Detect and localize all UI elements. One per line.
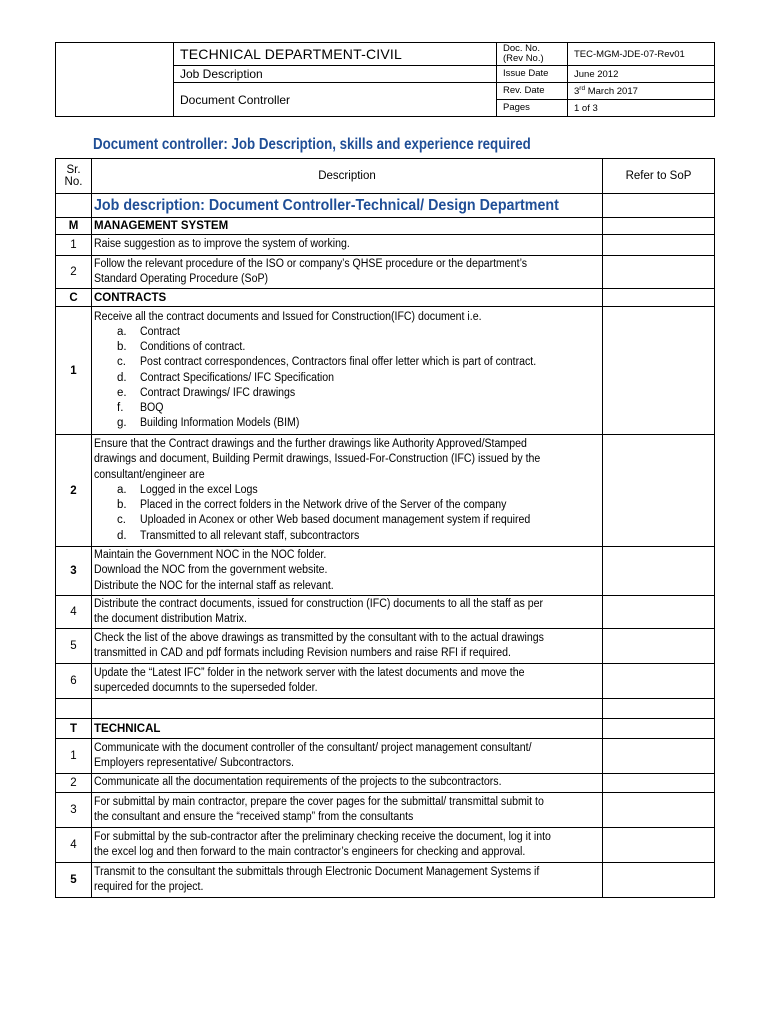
- table-header-row: [56, 159, 715, 194]
- section-row-technical: [56, 719, 715, 739]
- list-item: c. Uploaded in Aconex or other Web based document management system if required: [117, 514, 531, 527]
- doc-no-value: TEC-MGM-JDE-07-Rev01: [568, 43, 715, 66]
- table-row: 1 Communicate with the document controller of the consultant/ project management consultant/ Employers representative/ Subcontractors.: [56, 739, 715, 774]
- list-item: b. Placed in the correct folders in the Network drive of the Server of the company: [117, 499, 507, 512]
- contract-documents-list: [94, 325, 600, 431]
- section-row-management: [56, 218, 715, 235]
- list-item: g. Building Information Models (BIM): [117, 417, 300, 430]
- section-title: TECHNICAL: [92, 719, 603, 739]
- job-description-title-row: [56, 194, 715, 218]
- job-description-table: [55, 158, 715, 898]
- department-title: TECHNICAL DEPARTMENT-CIVIL: [174, 43, 497, 66]
- section-letter: M: [56, 218, 92, 235]
- section-title: CONTRACTS: [92, 289, 603, 307]
- job-description-label: Job Description: [174, 66, 497, 83]
- pages-label: Pages: [497, 100, 568, 117]
- table-row: 1 Raise suggestion as to improve the system of working.: [56, 235, 715, 256]
- job-description-title: Job description: Document Controller-Technical/ Design Department: [94, 196, 559, 214]
- pages-value: 1 of 3: [568, 100, 715, 117]
- table-row: 4 For submittal by the sub-contractor after the preliminary checking receive the document, log it into the excel log and then forward to the main contractor’s engineers for checking and approval.: [56, 828, 715, 863]
- role-title: Document Controller: [174, 83, 497, 117]
- issue-date-value: June 2012: [568, 66, 715, 83]
- table-row: 5 Transmit to the consultant the submittals through Electronic Document Management Systems if required for the project.: [56, 863, 715, 898]
- description-header: Description: [92, 159, 603, 194]
- issue-date-label: Issue Date: [497, 66, 568, 83]
- table-row: 6 Update the “Latest IFC” folder in the network server with the latest documents and move the superceded documnts to the superseded folder.: [56, 664, 715, 699]
- rev-date-value: 3rd March 2017: [568, 83, 715, 100]
- table-row: 2 Communicate all the documentation requirements of the projects to the subcontractors.: [56, 774, 715, 793]
- table-row: 5 Check the list of the above drawings as transmitted by the consultant with to the actual drawings transmitted in CAD and pdf formats including Revision numbers and raise RFI if required.: [56, 629, 715, 664]
- table-row: 3 For submittal by main contractor, prepare the cover pages for the submittal/ transmittal submit to the consultant and ensure the “received stamp” from the consultants: [56, 793, 715, 828]
- table-row: 1 Receive all the contract documents and Issued for Construction(IFC) document i.e. a. Contract b. Conditions of contract. c. Post contract correspondences, Contractors final offer letter which is part of contract. d. Contract Specifications/ IFC Specification e. Contract Drawings/ IFC drawings f. BOQ g. Building Information Models (BIM): [56, 307, 715, 435]
- section-letter: C: [56, 289, 92, 307]
- empty-row: [56, 699, 715, 719]
- table-row: 3 Maintain the Government NOC in the NOC folder. Download the NOC from the government website. Distribute the NOC for the internal staff as relevant.: [56, 547, 715, 596]
- sr-no-header: Sr. No.: [56, 159, 92, 194]
- table-row: 4 Distribute the contract documents, issued for construction (IFC) documents to all the staff as per the document distribution Matrix.: [56, 596, 715, 629]
- table-row: 2 Follow the relevant procedure of the ISO or company’s QHSE procedure or the department’s Standard Operating Procedure (SoP): [56, 256, 715, 289]
- section-row-contracts: [56, 289, 715, 307]
- section-letter: T: [56, 719, 92, 739]
- logo-cell: [56, 43, 174, 117]
- table-row: 2 Ensure that the Contract drawings and the further drawings like Authority Approved/Stamped drawings and document, Building Permit drawings, Issued-For-Construction (IFC) issued by the consultant/engineer are a. Logged in the excel Logs b. Placed in the correct folders in the Network drive of the Server of the company c. Uploaded in Aconex or other Web based document management system if required d. Transmitted to all relevant staff, subcontractors: [56, 435, 715, 547]
- list-item: a. Logged in the excel Logs: [117, 483, 258, 496]
- distribution-list: [94, 483, 600, 544]
- list-item: d. Contract Specifications/ IFC Specification: [117, 371, 335, 384]
- list-item: c. Post contract correspondences, Contractors final offer letter which is part of contract.: [117, 356, 537, 369]
- doc-no-label: Doc. No. (Rev No.): [497, 43, 568, 66]
- list-item: d. Transmitted to all relevant staff, subcontractors: [117, 529, 360, 542]
- list-item: a. Contract: [117, 325, 180, 338]
- list-item: e. Contract Drawings/ IFC drawings: [117, 386, 296, 399]
- section-title: MANAGEMENT SYSTEM: [92, 218, 603, 235]
- refer-sop-header: Refer to SoP: [603, 159, 715, 194]
- list-item: b. Conditions of contract.: [117, 341, 246, 354]
- rev-date-label: Rev. Date: [497, 83, 568, 100]
- document-header: [55, 42, 715, 117]
- page-heading: Document controller: Job Description, skills and experience required: [93, 136, 531, 153]
- list-item: f. BOQ: [117, 401, 164, 414]
